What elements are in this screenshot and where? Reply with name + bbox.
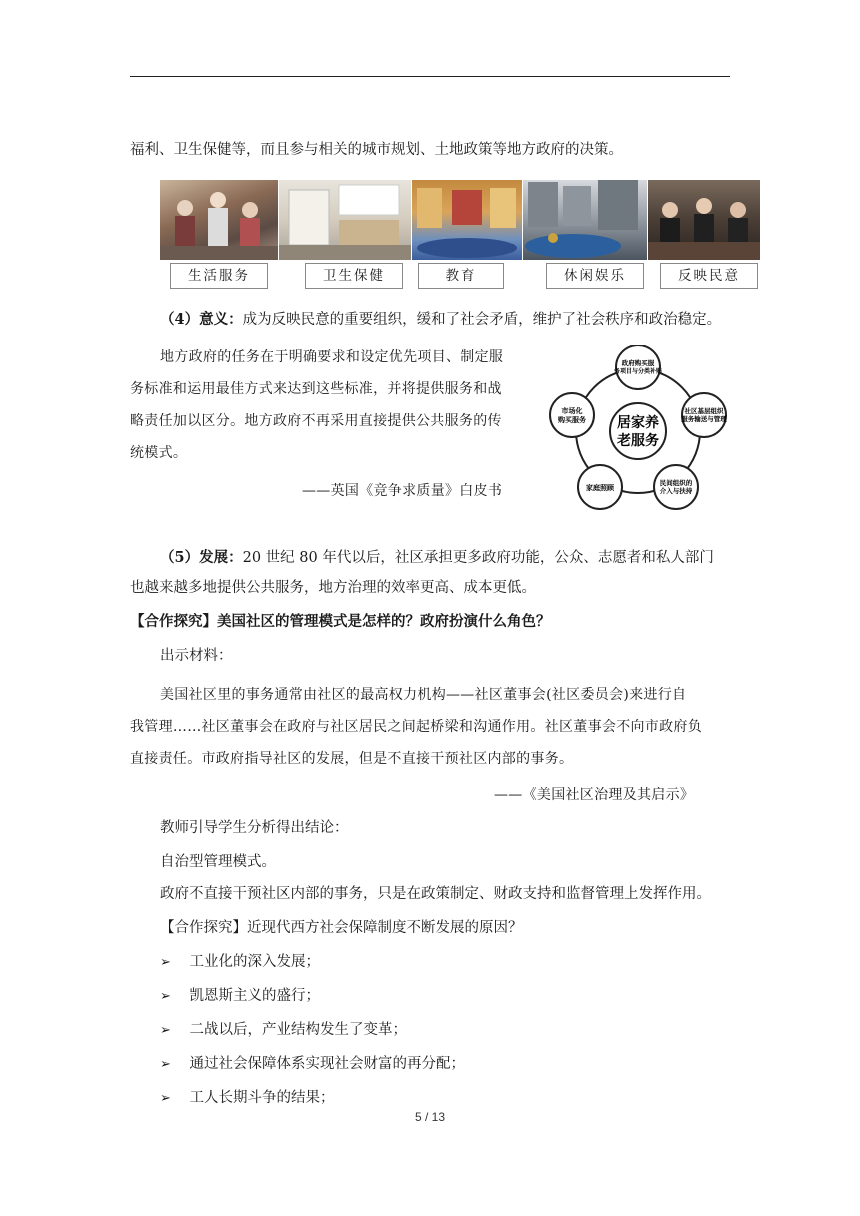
photo-health-care	[279, 180, 411, 260]
diagram-node-market-line-2: 购买服务	[558, 415, 586, 424]
section5-line-2: 也越来越多地提供公共服务，地方治理的效率更高、成本更低。	[130, 580, 536, 596]
quote1-line-3: 略责任加以区分。地方政府不再采用直接提供公共服务的传	[130, 413, 502, 429]
quote1-line-4: 统模式。	[130, 445, 188, 461]
quote1-source: ——英国《竞争求质量》白皮书	[302, 483, 503, 499]
caption-leisure: 休闲娱乐	[546, 263, 644, 289]
diagram-center	[610, 403, 666, 459]
section5-line-1	[160, 548, 714, 568]
teacher-guide: 教师引导学生分析得出结论：	[160, 820, 349, 836]
photo-education	[412, 180, 522, 260]
diagram-node-community-line-1: 社区基层组织	[684, 407, 724, 415]
photo-life-service	[160, 180, 278, 260]
photo-leisure	[523, 180, 647, 260]
inquiry1-quote-line-2: 我管理……社区董事会在政府与社区居民之间起桥梁和沟通作用。社区董事会不向市政府负	[130, 719, 702, 735]
diagram-node-ngo-line-1: 民间组织的	[659, 479, 693, 487]
caption-public-opinion: 反映民意	[660, 263, 758, 289]
quote1-line-1: 地方政府的任务在于明确要求和设定优先项目、制定服	[160, 349, 504, 365]
material-label: 出示材料：	[160, 648, 233, 664]
arrow-bullet-icon: ➢	[160, 955, 171, 970]
diagram-node-gov-line-2: 务项目与分类补贴	[613, 368, 663, 375]
inquiry2-heading: 【合作探究】近现代西方社会保障制度不断发展的原因？	[160, 920, 523, 936]
diagram-center-line-2: 老服务	[617, 433, 659, 449]
bullet-text-1: 工业化的深入发展；	[189, 954, 321, 970]
section4	[160, 310, 721, 330]
section5-label: （5）发展：	[160, 549, 243, 566]
classroom-photo	[412, 180, 522, 260]
diagram-node-family-line-1: 家庭照顾	[586, 483, 614, 492]
diagram-node-ngo-line-2: 介入与扶持	[659, 487, 693, 495]
bullet-item	[160, 1054, 465, 1075]
bullet-item	[160, 1088, 335, 1109]
conclusion-2: 政府不直接干预社区内部的事务，只是在政策制定、财政支持和监督管理上发挥作用。	[160, 886, 711, 902]
bullet-item	[160, 952, 320, 973]
diagram-center-line-1: 居家养	[617, 415, 659, 431]
photo-strip	[160, 180, 760, 290]
photo-public-opinion	[648, 180, 760, 260]
arrow-bullet-icon: ➢	[160, 989, 171, 1004]
hospital-interior-photo	[279, 180, 411, 260]
diagram-node-gov	[613, 345, 663, 389]
conclusion-1: 自治型管理模式。	[160, 854, 276, 870]
elderly-people-photo	[160, 180, 278, 260]
arrow-bullet-icon: ➢	[160, 1057, 171, 1072]
section4-label: （4）意义：	[160, 311, 243, 328]
bullet-text-5: 工人长期斗争的结果；	[189, 1090, 335, 1106]
section4-text: 成为反映民意的重要组织，缓和了社会矛盾，维护了社会秩序和政治稳定。	[242, 312, 722, 328]
arrow-bullet-icon: ➢	[160, 1023, 171, 1038]
inquiry1-quote-line-1: 美国社区里的事务通常由社区的最高权力机构——社区董事会(社区委员会)来进行自	[160, 687, 687, 703]
bullet-text-4: 通过社会保障体系实现社会财富的再分配；	[189, 1056, 466, 1072]
diagram-node-market-line-1: 市场化	[561, 406, 583, 415]
inquiry1-heading: 【合作探究】美国社区的管理模式是怎样的？政府扮演什么角色？	[130, 613, 551, 630]
bullet-item	[160, 1020, 407, 1041]
bullet-item	[160, 986, 320, 1007]
inquiry1-quote-source: ——《美国社区治理及其启示》	[494, 787, 695, 803]
meeting-photo	[648, 180, 760, 260]
diagram-node-gov-line-1: 政府购买服	[621, 359, 655, 367]
bullet-text-2: 凯恩斯主义的盛行；	[189, 988, 321, 1004]
intro-line: 福利、卫生保健等，而且参与相关的城市规划、土地政策等地方政府的决策。	[130, 142, 623, 158]
header-rule	[130, 76, 730, 77]
bullet-text-3: 二战以后，产业结构发生了变革；	[189, 1022, 408, 1038]
arrow-bullet-icon: ➢	[160, 1091, 171, 1106]
caption-education: 教育	[418, 263, 504, 289]
inquiry1-quote-line-3: 直接责任。市政府指导社区的发展，但是不直接干预社区内部的事务。	[130, 751, 574, 767]
caption-health-care: 卫生保健	[305, 263, 403, 289]
park-playground-photo	[523, 180, 647, 260]
caption-life-service: 生活服务	[170, 263, 268, 289]
quote1-line-2: 务标准和运用最佳方式来达到这些标准，并将提供服务和战	[130, 381, 502, 397]
section5-text-1: 20 世纪 80 年代以后，社区承担更多政府功能，公众、志愿者和私人部门	[242, 550, 714, 566]
home-care-diagram	[542, 345, 734, 510]
page-number: 5 / 13	[414, 1110, 446, 1124]
diagram-node-community-line-2: 服务输送与管理	[681, 415, 727, 423]
